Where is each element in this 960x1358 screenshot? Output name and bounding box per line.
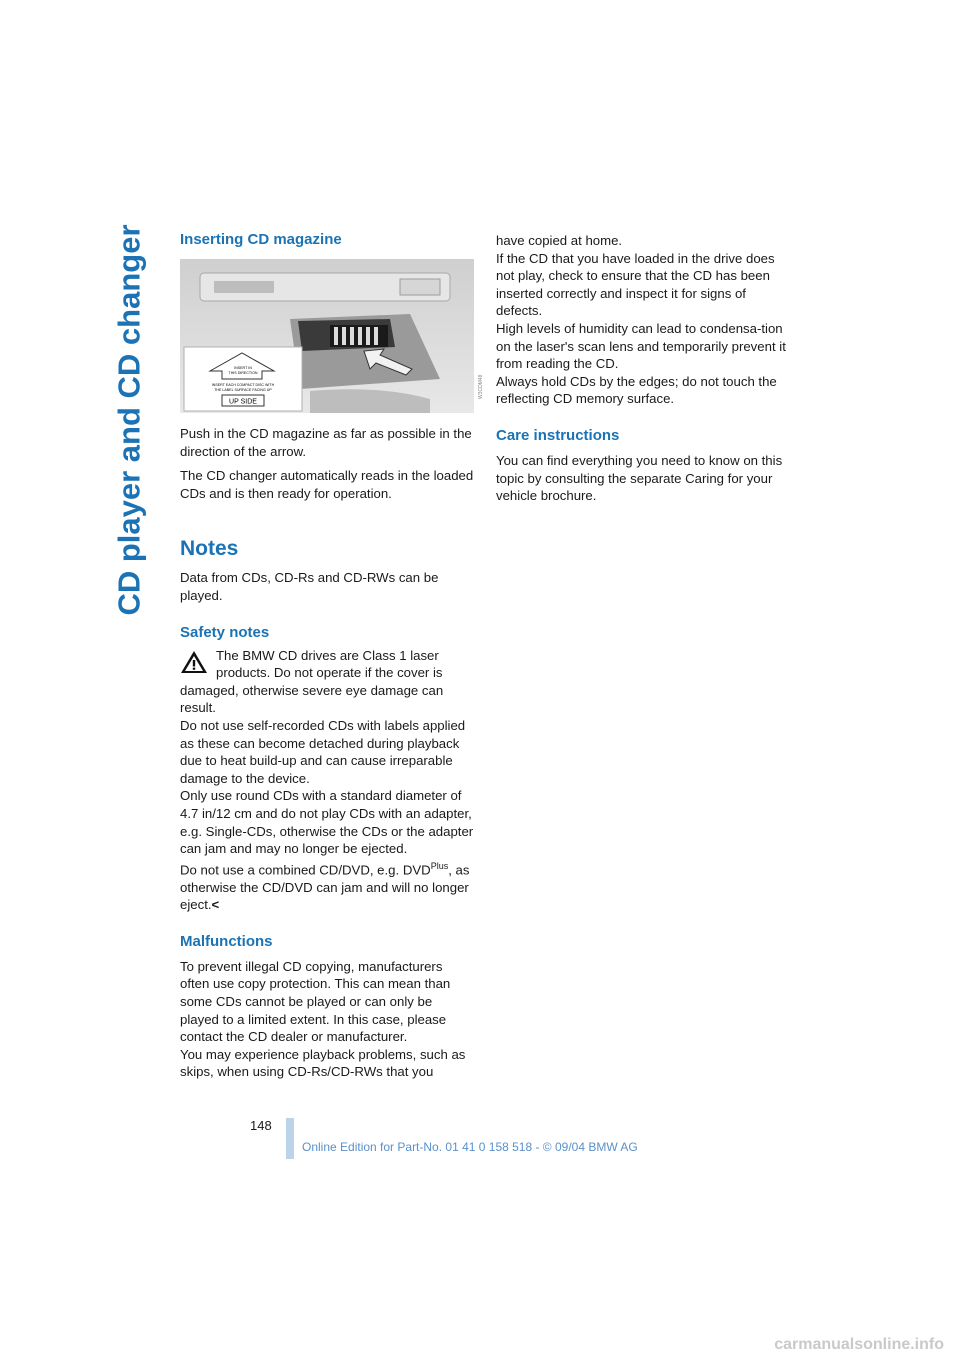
left-column-top (180, 230, 474, 250)
watermark: carmanualsonline.info (774, 1336, 944, 1353)
continued-paragraph-4: Always hold CDs by the edges; do not touch the reflecting CD memory surface. (496, 373, 777, 407)
safety-warning-block (180, 647, 474, 717)
safety-p4-end: , as otherwise the CD/DVD can jam and will no longer eject. (180, 862, 470, 913)
footer-bar (286, 1118, 294, 1159)
malfunctions-paragraph-2: You may experience playback problems, such as skips, when using CD-Rs/CD-RWs that you (180, 1046, 466, 1080)
cd-magazine-figure (180, 259, 484, 413)
safety-notes-heading: Safety notes (180, 623, 270, 641)
safety-line-1: The BMW CD drives are Class 1 laser (216, 647, 439, 663)
care-paragraph: You can find everything you need to know on this topic by consulting the separate Caring for your vehicle brochure. (496, 452, 783, 504)
left-column-body (180, 425, 474, 1081)
figure-label-upside: UP SIDE (229, 398, 257, 406)
safety-paragraph-2: Do not use self-recorded CDs with labels applied as these can become detached during playback due to heat build-up and can cause irreparable damage to the device. (180, 717, 466, 786)
safety-line-1b: products. Do not operate if the cover is damaged, otherwise severe eye damage can result. (180, 665, 444, 716)
notes-paragraph: Data from CDs, CD-Rs and CD-RWs can be played. (180, 570, 439, 603)
chapter-side-title (106, 223, 154, 616)
continued-paragraph-2: If the CD that you have loaded in the drive does not play, check to ensure that the CD has been inserted correctly and inspect it for signs of defects. (496, 250, 775, 319)
cd-magazine-illustration (180, 259, 484, 413)
chapter-title-text: CD player and CD changer (112, 223, 148, 616)
care-instructions-heading: Care instructions (496, 426, 620, 444)
warning-icon (180, 650, 208, 674)
notes-heading: Notes (180, 537, 239, 561)
continued-paragraph-3: High levels of humidity can lead to condensa-tion on the laser's scan lens and temporarily prevent it from reading the CD. (496, 320, 786, 372)
safety-p4-start: Do not use a combined CD/DVD, e.g. DVD (180, 862, 431, 878)
safety-paragraph-3: Only use round CDs with a standard diameter of 4.7 in/12 cm and do not play CDs with an adapter, e.g. Single-CDs, otherwise the CDs or the adapter can jam and may no longer be ejected. (180, 788, 474, 857)
page-number: 148 (250, 1118, 272, 1133)
right-column (496, 232, 792, 505)
figure-label-2: THIS DIRECTION (228, 371, 258, 375)
safety-paragraph-4 (180, 858, 474, 914)
dvd-plus-sup: Plus (430, 860, 449, 871)
malfunctions-heading: Malfunctions (180, 932, 273, 950)
figure-label-4: THE LABEL SURFACE FACING UP (214, 388, 272, 392)
figure-label-3: INSERT EACH COMPACT DISC WITH (211, 383, 275, 387)
malfunctions-paragraph-1: To prevent illegal CD copying, manufacturers often use copy protection. This can mean than some CDs cannot be played or can only be played to a limited extent. In this case, please contact the CD dealer or manufacturer. (180, 958, 451, 1045)
auto-read-paragraph: The CD changer automatically reads in the loaded CDs and is then ready for operation. (180, 468, 474, 501)
inserting-heading: Inserting CD magazine (180, 231, 342, 248)
push-paragraph: Push in the CD magazine as far as possible in the direction of the arrow. (180, 426, 472, 459)
continued-paragraph-1: have copied at home. (496, 233, 623, 248)
footer-edition: Online Edition for Part-No. 01 41 0 158 518 - © 09/04 BMW AG (302, 1140, 638, 1154)
figure-label-1: INSERT IN (234, 366, 252, 370)
end-mark: < (211, 897, 220, 913)
figure-code: W3CDM48 (478, 374, 484, 399)
